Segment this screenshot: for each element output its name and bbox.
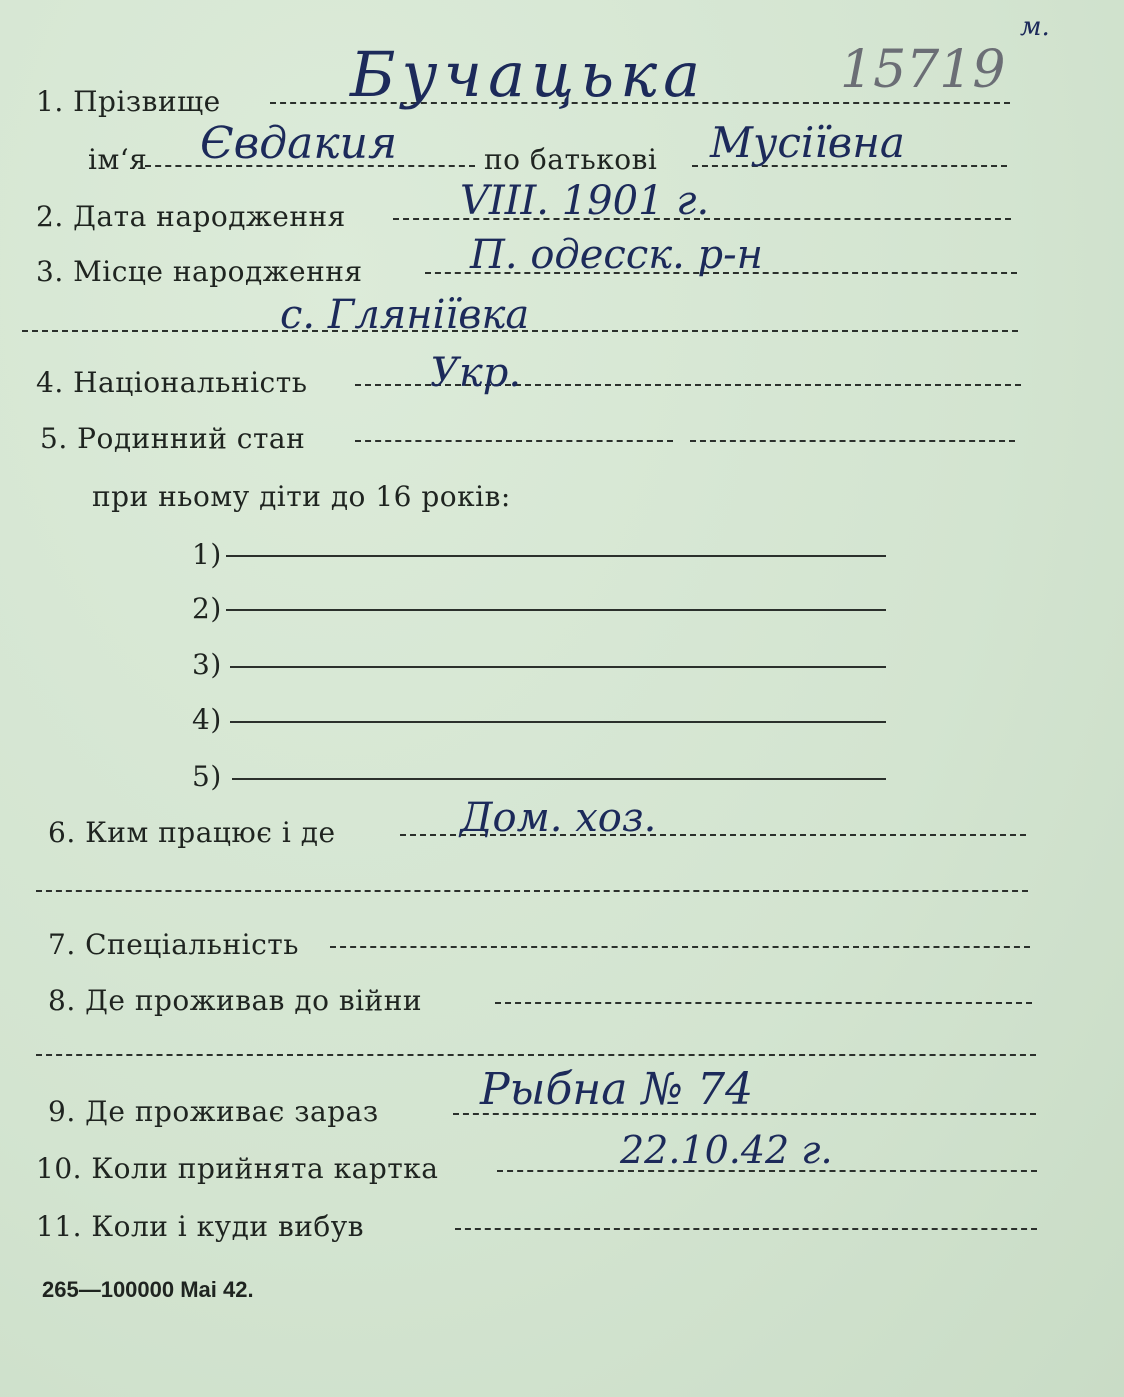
hw-card-number: 15719 xyxy=(840,40,1006,100)
label-departure: 11. Коли і куди вибув xyxy=(36,1210,364,1243)
line-child-2 xyxy=(226,609,886,611)
label-child-4: 4) xyxy=(192,703,222,736)
label-child-5: 5) xyxy=(192,760,222,793)
label-child-1: 1) xyxy=(192,538,222,571)
label-first-name: ім‘я xyxy=(88,143,148,176)
print-code: 265—100000 Mai 42. xyxy=(42,1277,254,1302)
hw-first-name: Євдакия xyxy=(200,118,398,169)
line-prewar-residence-2 xyxy=(36,1054,1036,1056)
label-current-residence: 9. Де проживає зараз xyxy=(48,1095,379,1128)
hw-nationality: Укр. xyxy=(430,350,522,396)
line-departure xyxy=(455,1228,1037,1230)
hw-current-residence: Рыбна № 74 xyxy=(480,1064,754,1115)
label-patronymic: по батькові xyxy=(484,143,658,176)
hw-occupation: Дом. хоз. xyxy=(460,795,657,841)
line-marital-status-b xyxy=(690,440,1015,442)
line-child-4 xyxy=(230,721,886,723)
hw-card-accepted: 22.10.42 г. xyxy=(620,1128,833,1172)
hw-patronymic: Мусіївна xyxy=(710,118,905,167)
label-child-2: 2) xyxy=(192,592,222,625)
line-child-1 xyxy=(226,555,886,557)
label-child-3: 3) xyxy=(192,648,222,681)
hw-birth-place-2: с. Гляніївка xyxy=(280,292,530,338)
line-occupation-2 xyxy=(36,890,1028,892)
corner-mark: м. xyxy=(1020,12,1050,42)
label-nationality: 4. Національність xyxy=(36,366,308,399)
label-birth-place: 3. Місце народження xyxy=(36,255,363,288)
line-speciality xyxy=(330,946,1030,948)
label-marital-status: 5. Родинний стан xyxy=(40,422,306,455)
label-occupation: 6. Ким працює і де xyxy=(48,816,336,849)
hw-surname: Бучацька xyxy=(350,38,707,111)
label-surname: 1. Прізвище xyxy=(36,85,221,118)
line-marital-status-a xyxy=(355,440,673,442)
hw-birth-place-1: П. одесск. р-н xyxy=(470,232,764,278)
hw-birth-date: VIII. 1901 г. xyxy=(460,178,710,224)
label-children: при ньому діти до 16 років: xyxy=(92,480,511,513)
line-child-3 xyxy=(230,666,886,668)
label-birth-date: 2. Дата народження xyxy=(36,200,346,233)
line-child-5 xyxy=(232,778,886,780)
line-prewar-residence xyxy=(495,1002,1032,1004)
label-speciality: 7. Спеціальність xyxy=(48,928,299,961)
label-card-accepted: 10. Коли прийнята картка xyxy=(36,1152,439,1185)
label-prewar-residence: 8. Де проживав до війни xyxy=(48,984,423,1017)
